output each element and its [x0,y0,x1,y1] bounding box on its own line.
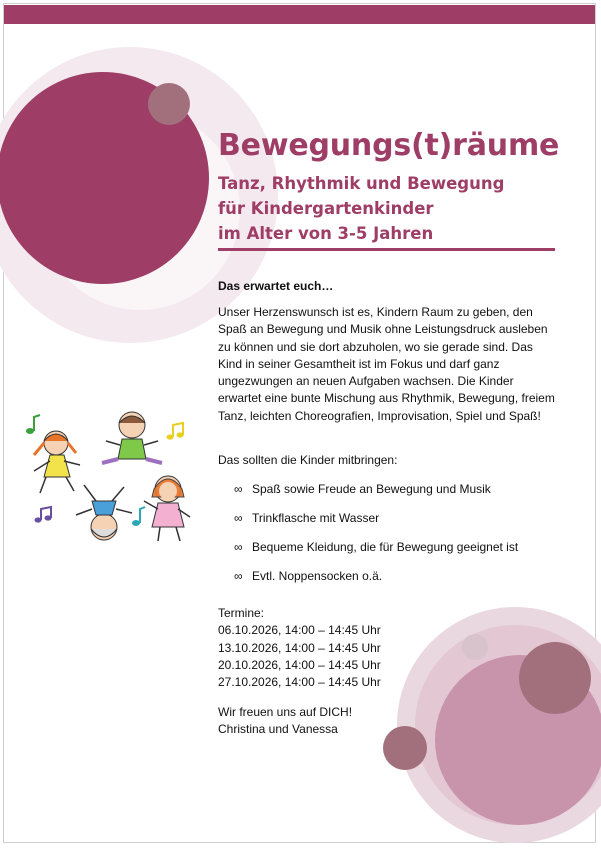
closing-greeting: Wir freuen uns auf DICH! [218,705,353,719]
list-item-text: Evtl. Noppensocken o.ä. [252,569,383,583]
subtitle [218,171,504,246]
music-note-icon [167,423,184,440]
intro-paragraph: Unser Herzenswunsch ist es, Kindern Raum zu geben, den Spaß an Bewegung und Musik ohne Leistungsdruck ausleben zu können und sie dort abzuholen, wo sie gerade sind. Das Kind in seiner Gesamtheit ist im Fokus und darf ganz ungezwungen an neuen Aufgaben wachsen. Die Kinder erwartet eine bunte Mischung aus Rhythmik, Bewegung, freiem Tanz, leichten Choreografien, Improvisation, Spiel und Spaß! [218,305,555,423]
child-figure [144,476,190,541]
schedule-label: Termine: [218,606,265,620]
intro-heading: Das erwartet euch… [218,279,334,293]
list-item-text: Trinkflasche mit Wasser [252,511,380,525]
schedule-date: 20.10.2026, 14:00 – 14:45 Uhr [218,657,381,672]
schedule-date: 13.10.2026, 14:00 – 14:45 Uhr [218,640,381,655]
subtitle-line: für Kindergartenkinder [218,199,434,218]
list-item-text: Spaß sowie Freude an Bewegung und Musik [252,482,491,496]
page-title: Bewegungs(t)räume [218,128,560,163]
schedule-date: 27.10.2026, 14:00 – 14:45 Uhr [218,675,381,690]
list-item [234,510,518,539]
infinity-bullet-icon: ∞ [234,540,243,554]
infinity-bullet-icon: ∞ [234,569,243,583]
dancing-children-illustration [24,405,194,550]
list-item-text: Bequeme Kleidung, die für Bewegung geeignet ist [252,540,519,554]
list-item [234,539,518,568]
infinity-bullet-icon: ∞ [234,511,243,525]
bring-heading: Das sollten die Kinder mitbringen: [218,453,398,467]
music-note-icon [35,507,52,523]
subtitle-line: im Alter von 3-5 Jahren [218,224,434,243]
list-item [234,481,518,510]
music-note-icon [26,415,40,434]
schedule [218,605,558,691]
subtitle-line: Tanz, Rhythmik und Bewegung [218,174,505,193]
infinity-bullet-icon: ∞ [234,482,243,496]
closing-signature: Christina und Vanessa [218,722,338,737]
music-note-icon [132,507,145,526]
schedule-date: 06.10.2026, 14:00 – 14:45 Uhr [218,623,381,638]
child-figure [102,412,162,463]
closing [218,704,558,739]
bring-list [234,481,518,597]
child-figure [76,485,132,540]
list-item [234,568,518,597]
title-divider [218,248,555,251]
child-figure [34,431,80,493]
